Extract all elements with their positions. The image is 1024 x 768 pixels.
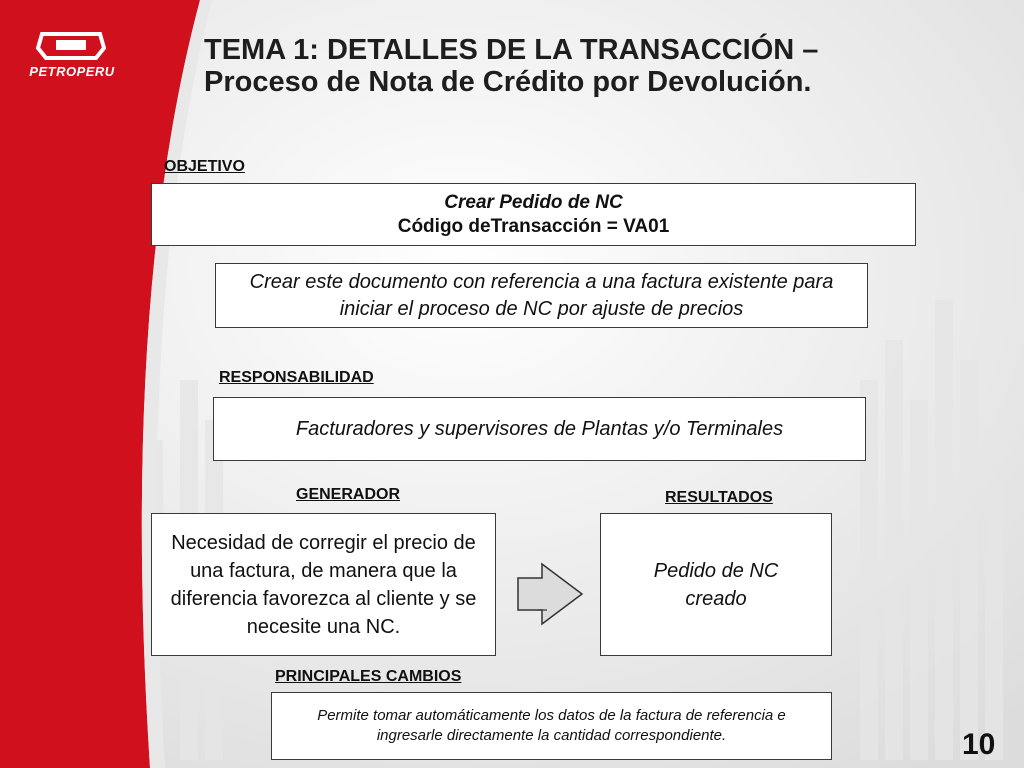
resultados-label: RESULTADOS <box>665 489 773 506</box>
objetivo-description-box <box>215 263 868 328</box>
objetivo-box <box>151 183 916 246</box>
principales-cambios-label: PRINCIPALES CAMBIOS <box>275 668 462 685</box>
resultados-text: Pedido de NC creado <box>653 559 779 610</box>
company-logo: PETROPERU <box>29 64 115 79</box>
objetivo-description: Crear este documento con referencia a una factura existente para iniciar el proceso de NC por ajuste de precios <box>249 270 834 320</box>
objetivo-line1: Crear Pedido de NC <box>444 191 623 213</box>
generador-label: GENERADOR <box>296 486 401 503</box>
generador-box <box>151 513 496 656</box>
responsabilidad-label: RESPONSABILIDAD <box>219 369 374 386</box>
resultados-box <box>600 513 832 656</box>
principales-cambios-box <box>271 692 832 760</box>
objetivo-label: OBJETIVO <box>164 158 245 175</box>
generador-text: Necesidad de corregir el precio de una factura, de manera que la diferencia favorezca al cliente y se necesite una NC. <box>170 531 477 638</box>
arrow-right-icon <box>516 562 586 626</box>
slide-title: TEMA 1: DETALLES DE LA TRANSACCIÓN – Proceso de Nota de Crédito por Devolución. <box>204 34 819 98</box>
objetivo-line2: Código deTransacción = VA01 <box>397 215 670 237</box>
page-number: 10 <box>962 728 996 761</box>
responsabilidad-text: Facturadores y supervisores de Plantas y/o Terminales <box>295 417 784 440</box>
responsabilidad-box <box>213 397 866 461</box>
principales-cambios-text: Permite tomar automáticamente los datos de la factura de referencia e ingresarle directamente la cantidad correspondiente. <box>317 707 786 744</box>
